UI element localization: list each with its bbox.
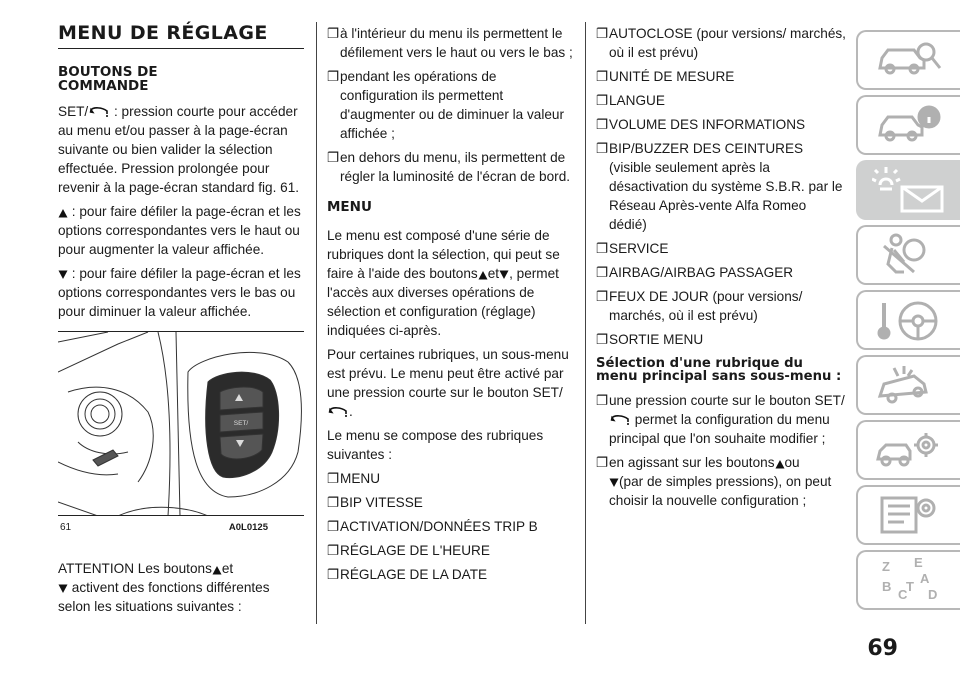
set-icon [88, 106, 110, 118]
column-right [596, 24, 846, 515]
list-item-text: UNITÉ DE MESURE [609, 69, 735, 84]
list-item-text: AIRBAG/AIRBAG PASSAGER [609, 265, 794, 280]
checklist-gear-icon [874, 492, 944, 538]
list-item-text [609, 453, 846, 510]
checkbox-bullet-icon: ❐ [596, 455, 609, 470]
checkbox-bullet-icon: ❐ [327, 69, 340, 84]
tab-car-info[interactable] [856, 95, 960, 155]
seatbelt-airbag-icon [874, 232, 944, 278]
checkbox-bullet-icon: ❐ [327, 543, 340, 558]
down-arrow-icon [58, 584, 68, 594]
tab-technical-data[interactable] [856, 485, 960, 545]
checkbox-bullet-icon: ❐ [596, 332, 609, 347]
car-service-gear-icon [874, 427, 944, 473]
attention-text-c: activent des fonctions différentes selon les situations suivantes : [58, 580, 270, 614]
list-item [596, 115, 846, 134]
set-icon [327, 406, 349, 418]
set-label: SET/ [58, 104, 89, 119]
list-item [596, 24, 846, 62]
up-description [58, 202, 304, 259]
para1-text-c: , permet l'accès aux diverses opérations de sélection et configuration (réglage) indiquées ci-après. [327, 266, 559, 338]
down-text: : pour faire défiler la page-écran et les options correspondantes vers le bas ou pour diminuer la valeur affichée. [58, 266, 301, 319]
menu-paragraph-2 [327, 345, 573, 421]
section-heading-boutons: BOUTONS DE COMMANDE [58, 64, 158, 94]
list-item [596, 263, 846, 282]
list-item-text: pendant les opérations de configuration ils permettent d'augmenter ou de diminuer la valeur affichée ; [340, 69, 565, 141]
list-item-text: VOLUME DES INFORMATIONS [609, 117, 806, 132]
checkbox-bullet-icon: ❐ [327, 519, 340, 534]
up-text: : pour faire défiler la page-écran et les options correspondantes vers le haut ou pour augmenter la valeur affichée. [58, 204, 301, 257]
attention-text-a: ATTENTION Les boutons [58, 561, 212, 576]
list-item [327, 67, 573, 143]
up-arrow-icon [478, 270, 488, 280]
checkbox-bullet-icon: ❐ [327, 567, 340, 582]
list-item-text: SERVICE [609, 241, 669, 256]
menu-paragraph-3: Le menu se compose des rubriques suivantes : [327, 428, 544, 462]
svg-text:C: C [898, 587, 908, 602]
checkbox-bullet-icon: ❐ [327, 471, 340, 486]
list-item [327, 517, 573, 536]
checkbox-bullet-icon: ❐ [596, 69, 609, 84]
list-item [596, 239, 846, 258]
list-item [327, 24, 573, 62]
down-arrow-icon [499, 270, 509, 280]
car-breakdown-icon [874, 362, 944, 408]
list-item-text: à l'intérieur du menu ils permettent le défilement vers le haut ou vers le bas ; [340, 26, 573, 60]
up-arrow-icon [58, 208, 68, 218]
para2-text-b: . [349, 404, 353, 419]
list-item [596, 391, 846, 448]
menu-paragraph-1 [327, 226, 573, 340]
chapter-tabs [856, 30, 960, 615]
attention-note [58, 559, 304, 616]
tab-maintenance[interactable] [856, 420, 960, 480]
list-item-text: MENU [340, 471, 381, 486]
sub1-text-b: permet la configuration du menu principal que l'on souhaite modifier ; [609, 412, 830, 446]
tab-safety[interactable] [856, 225, 960, 285]
attention-text-b: et [221, 561, 234, 576]
checkbox-bullet-icon: ❐ [596, 241, 609, 256]
page-number: 69 [867, 636, 898, 661]
set-description [58, 102, 304, 197]
checkbox-bullet-icon: ❐ [327, 150, 340, 165]
list-item-text: BIP/BUZZER DES CEINTURES (visible seulement après la désactivation du système S.B.R. par le Réseau Après-vente Alfa Romeo dédié) [609, 141, 843, 232]
dashboard-buttons-illustration [58, 332, 304, 515]
column-middle [327, 24, 573, 589]
sub1-text-a: une pression courte sur le bouton SET/ [609, 393, 845, 408]
list-item-text: LANGUE [609, 93, 665, 108]
svg-text:D: D [928, 587, 938, 602]
figure-number: 61 [60, 522, 72, 533]
warning-light-envelope-icon [872, 167, 946, 213]
column-divider [585, 22, 586, 624]
up-arrow-icon [212, 565, 222, 575]
list-item-text: RÉGLAGE DE L'HEURE [340, 543, 490, 558]
checkbox-bullet-icon: ❐ [596, 265, 609, 280]
page-title: MENU DE RÉGLAGE [58, 22, 304, 49]
list-item [596, 330, 846, 349]
car-search-icon [874, 38, 944, 82]
svg-text:Z: Z [882, 559, 890, 574]
up-arrow-icon [775, 459, 785, 469]
list-item [327, 469, 573, 488]
checkbox-bullet-icon: ❐ [596, 393, 609, 408]
section-heading-menu: MENU [327, 199, 372, 215]
svg-text:B: B [882, 579, 892, 594]
tab-warning-lights[interactable] [856, 160, 960, 220]
list-item-text: FEUX DE JOUR (pour versions/ marchés, où il est prévu) [609, 289, 803, 323]
figure-61-control-buttons [58, 331, 304, 515]
down-description [58, 264, 304, 321]
list-item [596, 287, 846, 325]
figure-code: A0L0125 [228, 522, 268, 533]
column-divider [316, 22, 317, 624]
checkbox-bullet-icon: ❐ [327, 26, 340, 41]
svg-text:A: A [920, 571, 930, 586]
list-item-text: SORTIE MENU [609, 332, 704, 347]
para1-text-b: et [487, 266, 500, 281]
list-item [596, 91, 846, 110]
checkbox-bullet-icon: ❐ [327, 495, 340, 510]
list-item [596, 453, 846, 510]
list-item-text: ACTIVATION/DONNÉES TRIP B [340, 519, 538, 534]
tab-emergency[interactable] [856, 355, 960, 415]
tab-car-search[interactable] [856, 30, 960, 90]
alphabet-index-icon [874, 555, 944, 605]
list-item [327, 565, 573, 584]
sub2-text-b: ou [784, 455, 800, 470]
list-item-text: BIP VITESSE [340, 495, 423, 510]
figure-caption [58, 515, 304, 537]
checkbox-bullet-icon: ❐ [596, 289, 609, 304]
down-arrow-icon [58, 270, 68, 280]
list-item [596, 139, 846, 234]
checkbox-bullet-icon: ❐ [596, 141, 609, 156]
list-item-text: en dehors du menu, ils permettent de régler la luminosité de l'écran de bord. [340, 150, 571, 184]
list-item [596, 67, 846, 86]
down-arrow-icon [609, 478, 619, 488]
checkbox-bullet-icon: ❐ [596, 93, 609, 108]
steering-key-icon [874, 297, 944, 343]
list-item [327, 148, 573, 186]
list-item-text: RÉGLAGE DE LA DATE [340, 567, 488, 582]
checkbox-bullet-icon: ❐ [596, 117, 609, 132]
car-info-icon [874, 103, 944, 147]
list-item-text [609, 391, 846, 448]
figure-set-label: SET/ [233, 420, 249, 427]
list-item [327, 493, 573, 512]
checkbox-bullet-icon: ❐ [596, 26, 609, 41]
subsection-heading: Sélection d'une rubrique du menu principal sans sous-menu : [596, 356, 842, 384]
sub2-text-a: en agissant sur les boutons [609, 455, 775, 470]
column-left [58, 22, 304, 621]
list-item-text: AUTOCLOSE (pour versions/ marchés, où il est prévu) [609, 26, 846, 60]
para1-text-a: Le menu est composé d'une série de rubriques dont la sélection, qui peut se faire à l'aide des boutons [327, 228, 560, 281]
list-item [327, 541, 573, 560]
set-icon [609, 414, 631, 426]
tab-index[interactable] [856, 550, 960, 610]
tab-starting-driving[interactable] [856, 290, 960, 350]
para2-text-a: Pour certaines rubriques, un sous-menu est prévu. Le menu peut être activé par une pression courte sur le bouton SET/ [327, 347, 569, 400]
set-text: : pression courte pour accéder au menu et/ou passer à la page-écran suivante ou bien valider la sélection effectuée. Pression prolongée pour revenir à la page-écran standard fig. 61. [58, 104, 300, 195]
svg-text:E: E [914, 555, 923, 570]
svg-text:T: T [906, 579, 914, 594]
sub2-text-c: (par de simples pressions), on peut choisir la nouvelle configuration ; [609, 474, 832, 508]
